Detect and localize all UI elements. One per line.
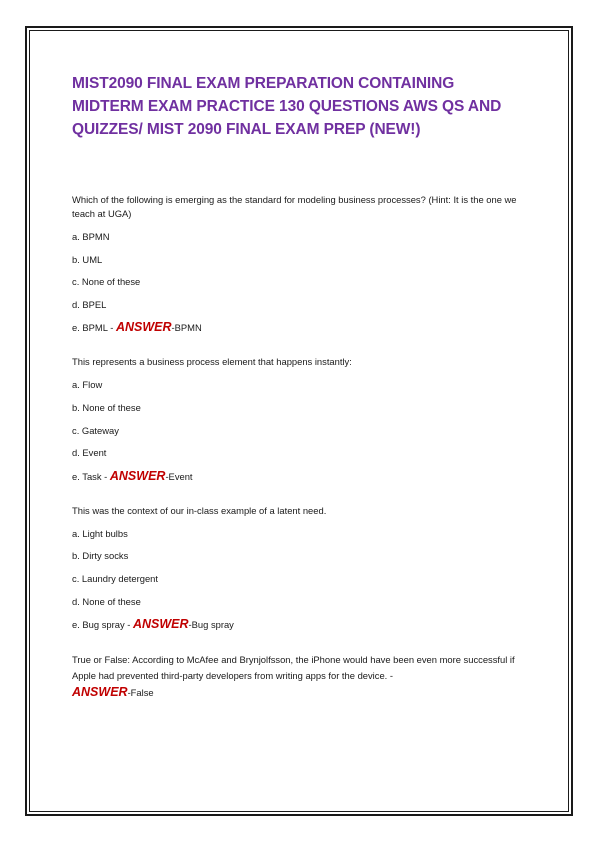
- question-text-content: True or False: According to McAfee and Brynjolfsson, the iPhone would have been even more successful if Apple had prevented third-party developers from writing apps for the device. -: [72, 654, 515, 682]
- answer-option: d. None of these: [72, 595, 141, 607]
- answer-option-text: e. BPML -: [72, 322, 116, 334]
- question-item: [72, 355, 528, 483]
- answer-value: -Event: [165, 470, 193, 482]
- answer-option: d. Event: [72, 447, 107, 459]
- answer-option: c. None of these: [72, 276, 141, 288]
- question-text: This was the context of our in-class example of a latent need.: [72, 504, 327, 516]
- answer-label: ANSWER: [115, 320, 172, 335]
- answer-option: b. Dirty socks: [72, 550, 129, 562]
- answer-option-with-answer: [72, 320, 528, 335]
- answer-option-text: e. Bug spray -: [72, 619, 133, 631]
- answer-option: c. Laundry detergent: [72, 572, 158, 584]
- question-text: Which of the following is emerging as the standard for modeling business processes? (Hint: It is the one we teach at UGA): [72, 194, 517, 219]
- answer-option-text: e. Task -: [72, 470, 110, 482]
- answer-option: d. BPEL: [72, 298, 107, 310]
- question-item: [72, 504, 528, 632]
- answer-label: ANSWER: [72, 685, 128, 700]
- question-item: [72, 193, 528, 335]
- answer-label: ANSWER: [109, 468, 166, 483]
- document-title: MIST2090 FINAL EXAM PREPARATION CONTAINING MIDTERM EXAM PRACTICE 130 QUESTIONS AWS QS AND QUIZZES/ MIST 2090 FINAL EXAM PREP (NEW!): [72, 75, 502, 138]
- answer-option: a. BPMN: [72, 231, 110, 242]
- answer-option: b. UML: [72, 253, 103, 265]
- answer-value: -BPMN: [171, 322, 202, 334]
- answer-option-with-answer: [72, 617, 528, 632]
- answer-label: ANSWER: [132, 617, 189, 632]
- answer-option: a. Light bulbs: [72, 527, 128, 539]
- answer-option: c. Gateway: [72, 424, 119, 436]
- answer-option: b. None of these: [72, 401, 141, 413]
- question-list: [72, 193, 528, 701]
- answer-option: a. Flow: [72, 379, 103, 391]
- document-content: [72, 72, 528, 721]
- question-text: [72, 652, 528, 701]
- answer-value: -False: [127, 687, 154, 699]
- answer-value: -Bug spray: [188, 619, 234, 631]
- question-item: [72, 652, 528, 701]
- question-text: This represents a business process element that happens instantly:: [72, 356, 352, 368]
- answer-option-with-answer: [72, 469, 528, 484]
